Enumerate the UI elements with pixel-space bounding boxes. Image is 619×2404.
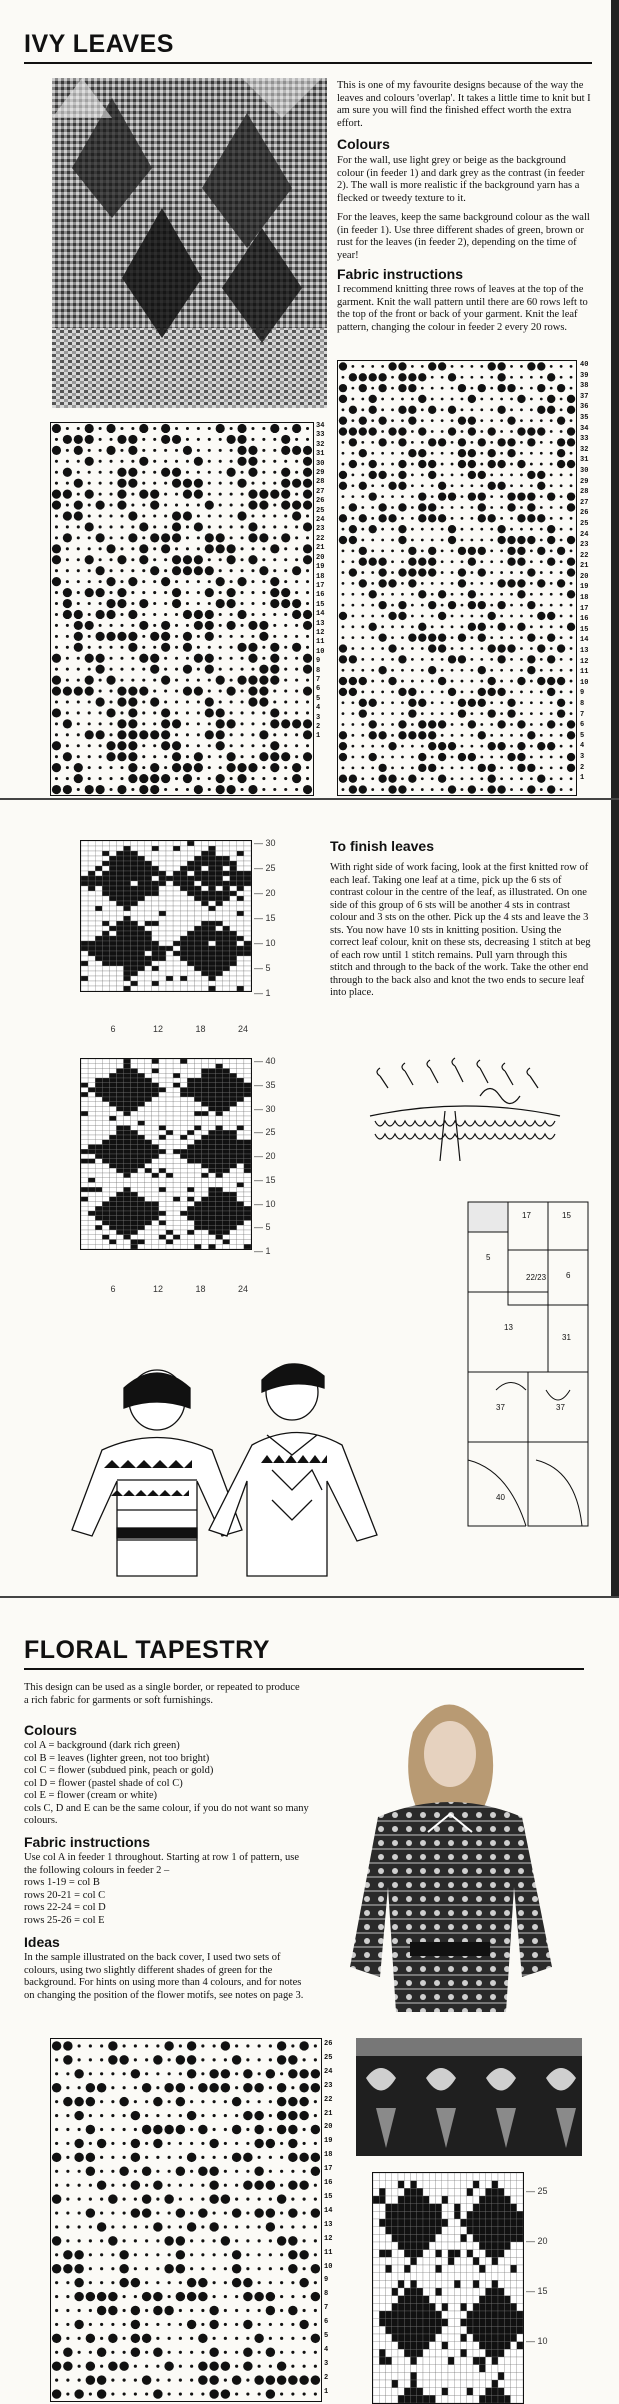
row-number: 31 [580,455,598,466]
floral-pattern-chart [50,2038,322,2402]
floral-colours-list [24,1740,324,1828]
row-number: 11 [316,638,334,647]
row-number: 19 [316,563,334,572]
axis-label: — 20 [254,1151,276,1161]
axis-label: 18 [196,1024,206,1034]
title-rule [24,62,592,64]
piece-label: 17 [522,1211,531,1220]
row-number: 10 [316,648,334,657]
piece-label: 31 [562,1333,571,1342]
row-number: 38 [580,381,598,392]
row-number: 7 [316,676,334,685]
row-number: 8 [324,2288,340,2302]
colour-line: col B = leaves (lighter green, not too bright) [24,1753,324,1766]
piece-label: 37 [556,1403,565,1412]
row-number: 28 [316,478,334,487]
axis-label: 6 [111,1024,116,1034]
axis-label: — 25 [254,1127,276,1137]
row-number: 11 [324,2247,340,2261]
fashion-illustration [62,1360,392,1580]
row-number: 23 [316,525,334,534]
fabric-line: rows 22-24 = col D [24,1902,306,1915]
ivy-fabric-heading: Fabric instructions [337,266,463,282]
axis-label: — 15 [254,913,276,923]
row-number: 30 [580,466,598,477]
ivy-fabric-instructions: I recommend knitting three rows of leaves at the top of the garment. Knit the wall pattern until there are 60 rows left to the top of the front or back of your garment. Knit the leaf pattern, changing the colour in feeder 2 every 20 rows. [337,284,595,334]
row-number: 25 [324,2052,340,2066]
floral-ideas: In the sample illustrated on the back cover, I used two sets of colours, using two slightly different shades of green for the background. For hints on using more than 4 colours, and for notes on changing the position of the flower motifs, see notes on page 3. [24,1952,306,2002]
row-number: 16 [580,614,598,625]
garment-schematic [466,1200,592,1530]
row-number: 10 [580,678,598,689]
colour-line: col C = flower (subdued pink, peach or gold) [24,1765,324,1778]
axis-label: 12 [153,1284,163,1294]
piece-label: 13 [504,1323,513,1332]
row-number: 16 [316,591,334,600]
leaf-chart-small [80,840,252,992]
row-number: 8 [316,667,334,676]
row-number: 26 [324,2038,340,2052]
ivy-intro: This is one of my favourite designs because of the way the leaves and colours 'overlap'. It takes a little time to knit but I am sure you will find the finished effect worth the extra effort. [337,80,595,130]
floral-swatch-photo [356,2038,582,2156]
row-number: 18 [324,2149,340,2163]
axis-label: — 1 [254,988,271,998]
page-edge [611,800,619,1598]
ivy-swatch-photo [52,78,327,408]
row-number: 5 [316,695,334,704]
row-number: 24 [580,530,598,541]
axis-label: — 10 [254,1199,276,1209]
row-number: 2 [580,763,598,774]
finish-heading: To finish leaves [330,838,434,854]
axis-label: — 30 [254,838,276,848]
axis-label: 24 [238,1284,248,1294]
floral-ideas-heading: Ideas [24,1934,60,1950]
row-number: 26 [316,497,334,506]
row-number: 15 [316,601,334,610]
row-number: 24 [316,516,334,525]
row-number: 33 [580,434,598,445]
floral-fabric-list [24,1852,306,1927]
axis-label: 18 [196,1284,206,1294]
row-number: 13 [324,2219,340,2233]
floral-title: FLORAL TAPESTRY [24,1636,270,1665]
piece-label: 22/23 [526,1273,547,1282]
row-number: 12 [324,2233,340,2247]
row-number: 26 [580,508,598,519]
colour-line: col E = flower (cream or white) [24,1790,324,1803]
row-number: 13 [580,646,598,657]
row-number: 21 [316,544,334,553]
row-number: 15 [324,2191,340,2205]
row-number: 36 [580,402,598,413]
row-number: 1 [580,773,598,784]
row-number: 32 [580,445,598,456]
row-number: 14 [324,2205,340,2219]
axis-label: — 20 [526,2236,548,2246]
row-number: 12 [316,629,334,638]
floral-chart-row-numbers [324,2038,340,2400]
row-number: 25 [316,507,334,516]
axis-label: — 40 [254,1056,276,1066]
floral-colours-heading: Colours [24,1722,77,1738]
wall-pattern-chart [50,422,314,796]
row-number: 24 [324,2066,340,2080]
axis-label: — 10 [254,938,276,948]
fabric-line: Use col A in feeder 1 throughout. Starting at row 1 of pattern, use the following colours in feeder 2 – [24,1852,306,1877]
row-number: 11 [580,667,598,678]
row-number: 6 [324,2316,340,2330]
row-number: 5 [324,2330,340,2344]
piece-label: 40 [496,1493,505,1502]
row-number: 13 [316,620,334,629]
axis-label: — 1 [254,1246,271,1256]
row-number: 20 [580,572,598,583]
piece-label: 6 [566,1271,571,1280]
axis-label: — 5 [254,963,271,973]
row-number: 22 [580,551,598,562]
row-number: 7 [580,710,598,721]
piece-label: 5 [486,1253,491,1262]
floral-title-rule [24,1668,584,1670]
row-number: 35 [580,413,598,424]
row-number: 14 [580,635,598,646]
axis-label: — 25 [526,2186,548,2196]
row-number: 2 [324,2372,340,2386]
row-number: 21 [580,561,598,572]
row-number: 9 [324,2274,340,2288]
row-number: 22 [316,535,334,544]
row-number: 2 [316,723,334,732]
ivy-colours-leaves: For the leaves, keep the same background colour as the wall (in feeder 1). Use three different shades of green, brown or rust for the leaves (in feeder 2), depending on the time of year! [337,212,595,262]
row-number: 1 [316,732,334,741]
row-number: 8 [580,699,598,710]
row-number: 9 [316,657,334,666]
finish-leaves-page [0,798,619,1598]
piece-label: 37 [496,1403,505,1412]
row-number: 33 [316,431,334,440]
row-number: 23 [324,2080,340,2094]
row-number: 27 [580,498,598,509]
ivy-leaves-page [0,0,619,798]
row-number: 37 [580,392,598,403]
axis-label: 12 [153,1024,163,1034]
row-number: 23 [580,540,598,551]
row-number: 18 [580,593,598,604]
row-number: 12 [580,657,598,668]
floral-fabric-heading: Fabric instructions [24,1834,150,1850]
row-number: 39 [580,371,598,382]
page-title: IVY LEAVES [24,30,174,59]
ivy-colours-heading: Colours [337,136,390,152]
axis-label: — 35 [254,1080,276,1090]
axis-label: — 25 [254,863,276,873]
row-number: 29 [316,469,334,478]
row-number: 10 [324,2261,340,2275]
axis-label: — 5 [254,1222,271,1232]
leaf-chart-large [80,1058,252,1250]
row-number: 15 [580,625,598,636]
row-number: 20 [316,554,334,563]
floral-small-chart [372,2172,524,2404]
axis-label: — 30 [254,1104,276,1114]
row-number: 3 [580,752,598,763]
row-number: 3 [316,714,334,723]
colour-line: col D = flower (pastel shade of col C) [24,1778,324,1791]
row-number: 4 [324,2344,340,2358]
row-number: 9 [580,688,598,699]
row-number: 34 [580,424,598,435]
wall-chart-row-numbers [316,422,334,742]
row-number: 18 [316,573,334,582]
page-edge [611,0,619,798]
axis-label: 6 [111,1284,116,1294]
row-number: 4 [316,704,334,713]
row-number: 5 [580,731,598,742]
colour-line: col A = background (dark rich green) [24,1740,324,1753]
row-number: 25 [580,519,598,530]
floral-tapestry-page [0,1596,619,2404]
row-number: 16 [324,2177,340,2191]
row-number: 14 [316,610,334,619]
fabric-line: rows 1-19 = col B [24,1877,306,1890]
axis-label: — 15 [254,1175,276,1185]
piece-label: 15 [562,1211,571,1220]
fabric-line: rows 25-26 = col E [24,1915,306,1928]
row-number: 3 [324,2358,340,2372]
row-number: 31 [316,450,334,459]
row-number: 6 [316,685,334,694]
row-number: 27 [316,488,334,497]
row-number: 1 [324,2386,340,2400]
row-number: 21 [324,2108,340,2122]
row-number: 28 [580,487,598,498]
finish-instructions: With right side of work facing, look at the first knitted row of each leaf. Taking one leaf at a time, pick up the 6 sts of contrast colour in the centre of the leaf, as illustrated. On one side of this group of 6 sts will be another 4 sts in contrast colour and 3 sts on the other. Pick up the 4 sts and leave the 3 sts. You now have 10 sts in knitting position. Using the correct leaf colour, knit on these sts, decreasing 1 stitch at beg of each row until 1 stitch remains. Pull yarn through this stitch and through to the back of the work. Take the other end through to the back also and knot the two ends to secure leaf into place. [330,862,592,1000]
row-number: 17 [316,582,334,591]
colour-line: cols C, D and E can be the same colour, if you do not want so many colours. [24,1803,324,1828]
row-number: 40 [580,360,598,371]
axis-label: — 20 [254,888,276,898]
axis-label: 24 [238,1024,248,1034]
row-number: 17 [324,2163,340,2177]
row-number: 29 [580,477,598,488]
row-number: 22 [324,2094,340,2108]
row-number: 19 [580,582,598,593]
row-number: 20 [324,2121,340,2135]
floral-intro: This design can be used as a single border, or repeated to produce a rich fabric for garments or soft furnishings. [24,1682,306,1707]
ivy-colours-wall: For the wall, use light grey or beige as the background colour (in feeder 1) and dark grey as the contrast (in feeder 2). The wall is more realistic if the background yarn has a flecked or tweedy texture to it. [337,155,595,205]
row-number: 4 [580,741,598,752]
leaf-chart-row-numbers [580,360,598,784]
row-number: 6 [580,720,598,731]
row-number: 32 [316,441,334,450]
row-number: 30 [316,460,334,469]
axis-label: — 15 [526,2286,548,2296]
axis-label: — 10 [526,2336,548,2346]
row-number: 17 [580,604,598,615]
row-number: 7 [324,2302,340,2316]
leaf-pattern-chart [337,360,577,796]
knitting-illustration [360,1056,570,1166]
fabric-line: rows 20-21 = col C [24,1890,306,1903]
model-photo [318,1682,580,2012]
row-number: 19 [324,2135,340,2149]
row-number: 34 [316,422,334,431]
